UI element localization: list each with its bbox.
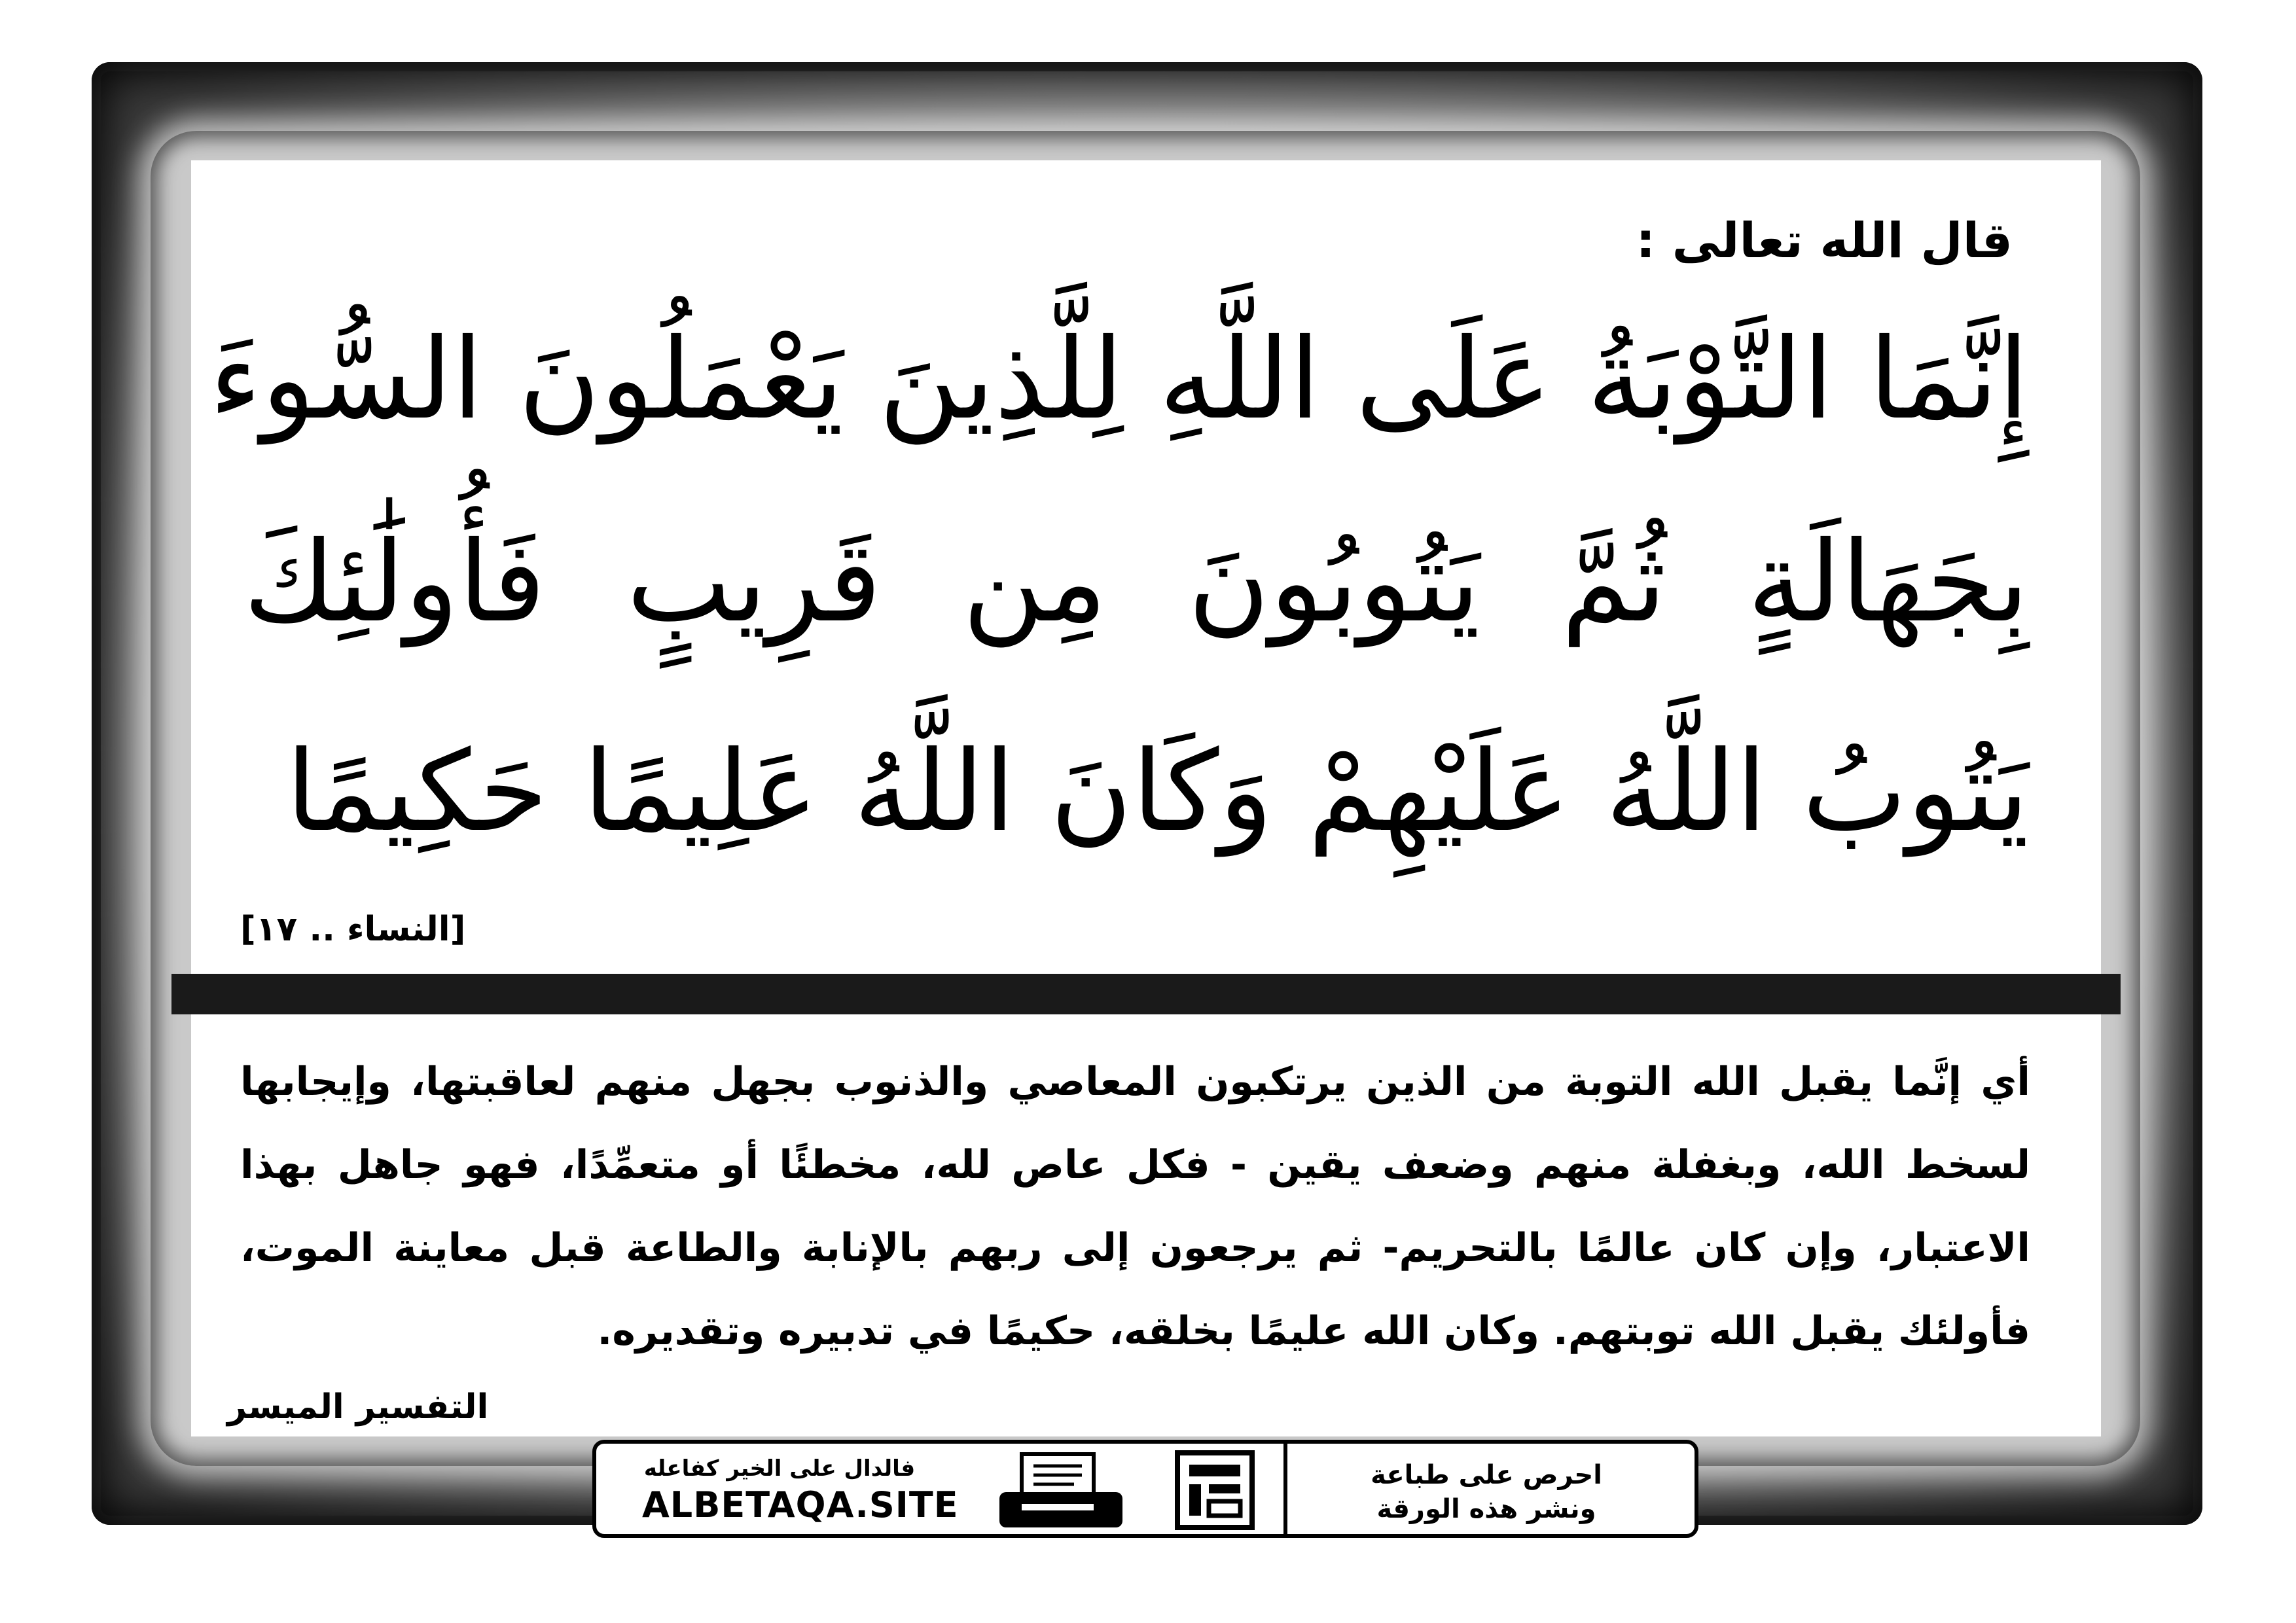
calligraphy-logo (1172, 1448, 1257, 1533)
tafsir-line-1: أي إنَّما يقبل الله التوبة من الذين يرتكبون المعاصي والذنوب بجهل منهم لعاقبتها، وإيجابها (240, 1059, 2030, 1105)
content-panel (191, 160, 2101, 1436)
section-divider (171, 974, 2121, 1014)
banner-call-to-action (1310, 1458, 1663, 1526)
tafsir-line-2: لسخط الله، وبغفلة منهم وضعف يقين - فكل عاص لله، مخطئًا أو متعمِّدًا، فهو جاهل بهذا (240, 1142, 2030, 1188)
tafsir-line-3: الاعتبار، وإن كان عالمًا بالتحريم- ثم يرجعون إلى ربهم بالإنابة والطاعة قبل معاينة الموت، (240, 1225, 2030, 1271)
tafsir-text (240, 1041, 2030, 1373)
banner-separator (1283, 1444, 1287, 1534)
verse-header: قال الله تعالى : (1636, 213, 2013, 269)
banner-proverb: فالدال على الخير كفاعله (643, 1455, 916, 1482)
banner-site-block (642, 1455, 959, 1525)
banner-site-link[interactable]: ALBETAQA.SITE (642, 1484, 959, 1525)
tafsir-source: التفسير الميسر (227, 1387, 489, 1427)
tafsir-line-4: فأولئك يقبل الله توبتهم. وكان الله عليمًا بخلقه، حكيمًا في تدبيره وتقديره. (597, 1308, 2030, 1354)
calligraphy-logo-text: دعوة الورقة (1215, 1529, 1218, 1530)
printer-icon (996, 1452, 1126, 1530)
verse-line-3: يَتُوبُ اللَّهُ عَلَيْهِمْ وَكَانَ اللَّهُ عَلِيمًا حَكِيمًا (285, 727, 2029, 857)
banner-cta-line-1: احرص على طباعة (1371, 1460, 1602, 1490)
verse-line-2: بِجَهَالَةٍ ثُمَّ يَتُوبُونَ مِن قَرِيبٍ فَأُولَٰئِكَ (243, 518, 2029, 647)
verse-reference: [النساء .. ١٧] (240, 910, 466, 949)
banner-cta-line-2: ونشر هذه الورقة (1376, 1494, 1596, 1524)
footer-banner (592, 1440, 1698, 1538)
verse-line-1: إِنَّمَا التَّوْبَةُ عَلَى اللَّهِ لِلَّذِينَ يَعْمَلُونَ السُّوءَ (209, 315, 2029, 444)
